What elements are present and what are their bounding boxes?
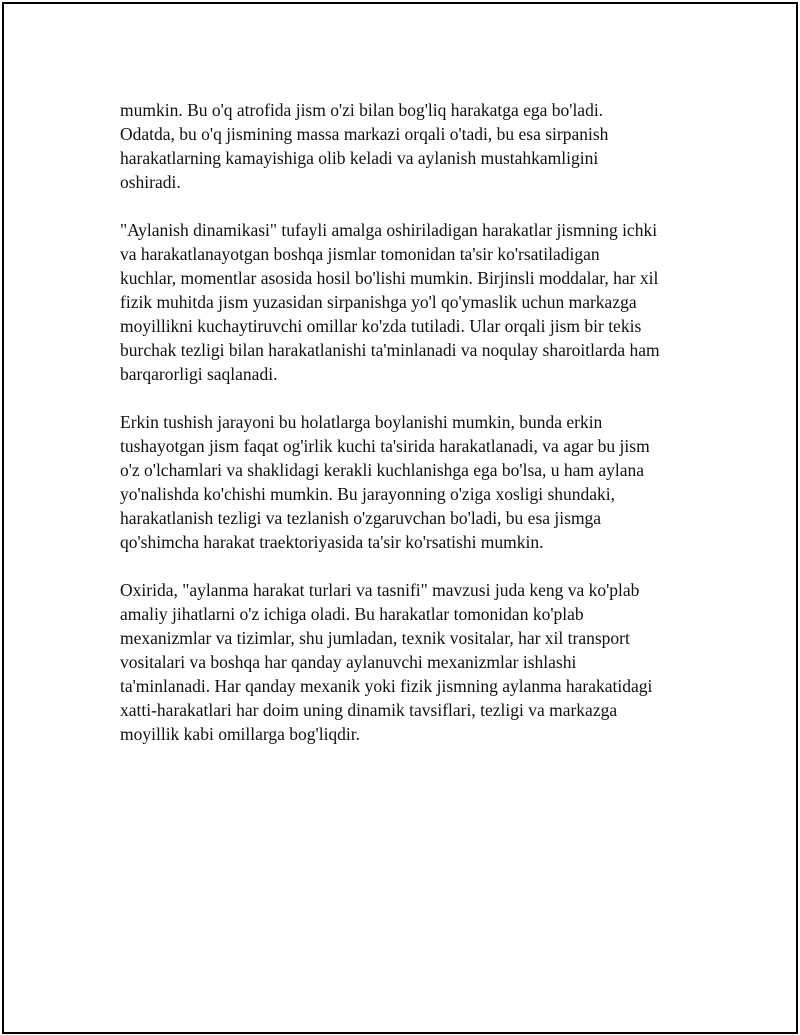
text-line: mumkin. Bu o'q atrofida jism o'zi bilan bog'liq harakatga ega bo'ladi.	[120, 100, 604, 120]
text-line: ta'minlanadi. Har qanday mexanik yoki fizik jismning aylanma harakatidagi	[120, 676, 653, 696]
text-line: va harakatlanayotgan boshqa jismlar tomonidan ta'sir ko'rsatiladigan	[120, 244, 600, 264]
text-line: Oxirida, "aylanma harakat turlari va tasnifi" mavzusi juda keng va ko'plab	[120, 580, 640, 600]
text-line: kuchlar, momentlar asosida hosil bo'lishi mumkin. Birjinsli moddalar, har xil	[120, 268, 659, 288]
text-line: vositalari va boshqa har qanday aylanuvchi mexanizmlar ishlashi	[120, 652, 577, 672]
text-line: harakatlanish tezligi va tezlanish o'zgaruvchan bo'ladi, bu esa jismga	[120, 508, 602, 528]
text-line: yo'nalishda ko'chishi mumkin. Bu jarayonning o'ziga xosligi shundaki,	[120, 484, 616, 504]
document-body	[120, 98, 700, 770]
paragraph-2	[120, 218, 700, 386]
text-line: mexanizmlar va tizimlar, shu jumladan, texnik vositalar, har xil transport	[120, 628, 630, 648]
text-line: amaliy jihatlarni o'z ichiga oladi. Bu harakatlar tomonidan ko'plab	[120, 604, 584, 624]
text-line: Erkin tushish jarayoni bu holatlarga boylanishi mumkin, bunda erkin	[120, 412, 603, 432]
text-line: o'z o'lchamlari va shaklidagi kerakli kuchlanishga ega bo'lsa, u ham aylana	[120, 460, 645, 480]
text-line: oshiradi.	[120, 172, 181, 192]
text-line: fizik muhitda jism yuzasidan sirpanishga yo'l qo'ymaslik uchun markazga	[120, 292, 637, 312]
text-line: barqarorligi saqlanadi.	[120, 364, 278, 384]
text-line: harakatlarning kamayishiga olib keladi va aylanish mustahkamligini	[120, 148, 599, 168]
page-frame	[2, 2, 798, 1034]
text-line: Odatda, bu o'q jismining massa markazi orqali o'tadi, bu esa sirpanish	[120, 124, 609, 144]
text-line: moyillik kabi omillarga bog'liqdir.	[120, 724, 361, 744]
text-line: xatti-harakatlari har doim uning dinamik tavsiflari, tezligi va markazga	[120, 700, 618, 720]
text-line: qo'shimcha harakat traektoriyasida ta'sir ko'rsatishi mumkin.	[120, 532, 544, 552]
text-line: burchak tezligi bilan harakatlanishi ta'minlanadi va noqulay sharoitlarda ham	[120, 340, 660, 360]
paragraph-1	[120, 98, 700, 194]
paragraph-4	[120, 578, 700, 746]
text-line: tushayotgan jism faqat og'irlik kuchi ta'sirida harakatlanadi, va agar bu jism	[120, 436, 650, 456]
paragraph-3	[120, 410, 700, 554]
text-line: moyillikni kuchaytiruvchi omillar ko'zda tutiladi. Ular orqali jism bir tekis	[120, 316, 642, 336]
text-line: "Aylanish dinamikasi" tufayli amalga oshiriladigan harakatlar jismning ichki	[120, 220, 658, 240]
